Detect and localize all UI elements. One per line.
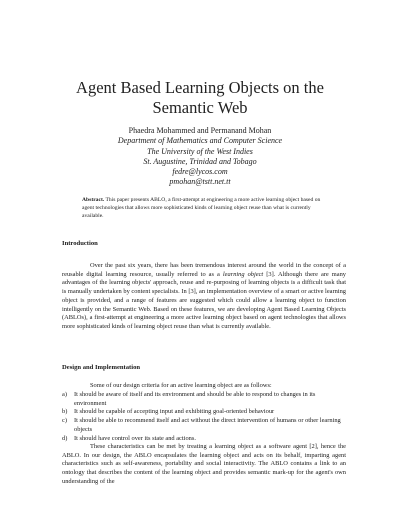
intro-emphasis: learning object	[222, 270, 264, 278]
list-item: a) It should be aware of itself and its environment and should be able to respond to changes in its environment	[62, 391, 316, 407]
design-paragraph-2	[62, 443, 346, 487]
author-email-2: pmohan@tstt.net.tt	[169, 177, 231, 187]
title-line-2: Semantic Web	[152, 98, 248, 117]
introduction-paragraph	[62, 262, 346, 332]
author-email-1: fedre@lycos.com	[172, 167, 228, 177]
design-text-2: These characteristics can be met by treating a learning object as a software agent [2], hence the ABLO. In our design, the ABLO encapsulates the learning object and acts on its behalf, imparting agent characteristics such as self-awareness, portability and social interactivity. The ABLO contains a link to an ontology that describes the content of the learning object and provides semantic mark-up for the agent's own understanding of the	[62, 443, 346, 485]
author-university: The University of the West Indies	[147, 146, 253, 156]
author-location: St. Augustine, Trinidad and Tobago	[143, 156, 257, 166]
list-item: d) It should have control over its state and actions.	[62, 434, 196, 442]
abstract-text: This paper presents ABLO, a first-attempt at engineering a more active learning object based on agent technologies that allows more sophisticated kinds of learning object reuse than what is currently available.	[82, 197, 321, 220]
design-intro-text: Some of our design criteria for an active learning object are as follows:	[90, 382, 272, 389]
abstract-label: Abstract.	[82, 197, 105, 203]
list-item: b) It should be capable of accepting input and exhibiting goal-oriented behaviour	[62, 408, 275, 416]
intro-text-1: Over the past six years, there has been tremendous interest around the world in the concept of a reusable digital learning resource, usually referred to as a	[62, 262, 346, 278]
intro-text-2: [3]. Although there are many advantages of the learning objects' approach, reuse and re-purposing of learning objects is a difficult task that is manually undertaken by content specialists. In [3], an implementation overview of a smart or active learning object is provided, and a range of features are suggested which could allow a learning object to function intelligently on the Semantic Web. Based on these features, we are developing Agent Based Learning Objects (ABLOs), a first-attempt at engineering a more active learning object based on agent technologies that allows more sophisticated kinds of learning object reuse than what is currently available.	[62, 270, 346, 330]
author-department: Department of Mathematics and Computer Science	[117, 136, 283, 146]
author-block	[40, 126, 360, 188]
section-heading-introduction: Introduction	[62, 240, 98, 247]
title-line-1: Agent Based Learning Objects on the	[76, 78, 324, 97]
section-heading-design: Design and Implementation	[62, 364, 141, 371]
author-names: Phaedra Mohammed and Permanand Mohan	[128, 126, 272, 135]
abstract	[82, 196, 322, 221]
design-intro-paragraph	[62, 382, 346, 391]
paper-title	[40, 78, 360, 118]
design-criteria-list	[62, 391, 346, 443]
list-item: c) It should be able to recommend itself and act without the direct intervention of humans or other learning objects	[62, 417, 341, 433]
